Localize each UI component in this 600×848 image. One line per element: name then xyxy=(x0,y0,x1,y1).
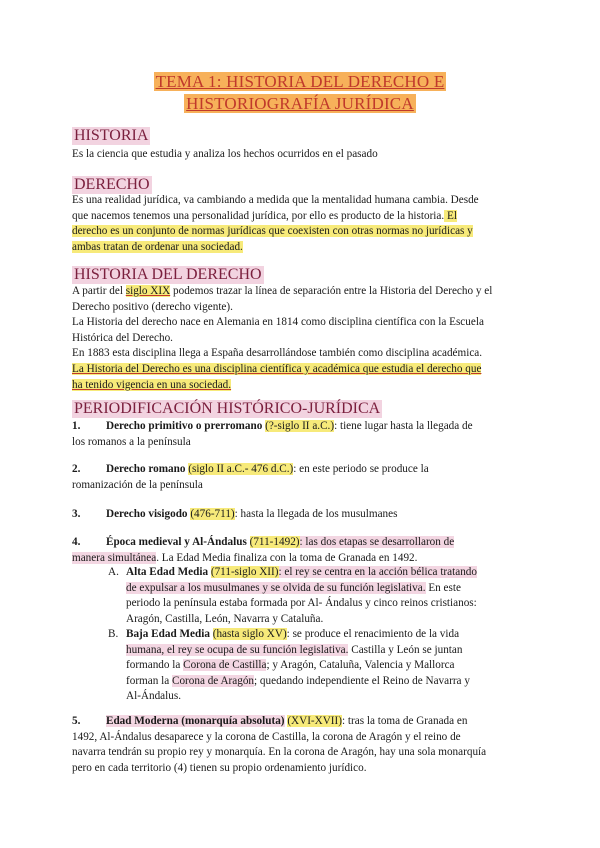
period-line: navarra tendrán su propio rey y monarquía. En la corona de Aragón, hay una sola monarquía xyxy=(72,746,487,759)
period-line: pero en cada territorio (4) tienen su propio ordenamiento jurídico. xyxy=(72,761,367,774)
subperiod-text: formando la xyxy=(126,659,184,672)
subperiod-date: (hasta siglo XV) xyxy=(212,628,287,640)
period-line: 1492, Al-Ándalus desaparece y la corona de Castilla, la corona de Aragón y el reino de xyxy=(72,730,461,743)
period-line xyxy=(72,551,528,567)
document-title-line1: TEMA 1: HISTORIA DEL DERECHO E xyxy=(155,72,445,91)
subperiod-text: Castilla y León se juntan xyxy=(348,643,463,656)
subperiod-line xyxy=(126,658,530,674)
hd-line: En 1883 esta disciplina llega a España desarrollándose también como disciplina académica. xyxy=(72,347,483,360)
period-date: (XVI-XVII) xyxy=(287,715,342,727)
historia-paragraph xyxy=(72,147,528,163)
subperiod-text: de expulsar a los musulmanes y se olvida de su función legislativa. xyxy=(126,581,426,594)
period-date: (?-siglo II a.C.) xyxy=(265,420,335,432)
subperiod-line xyxy=(126,674,530,690)
hd-line xyxy=(72,284,528,300)
derecho-highlight: derecho es un conjunto de normas jurídicas que coexisten con otras normas no jurídicas y xyxy=(72,225,473,238)
period-line xyxy=(72,507,528,523)
subperiod-text: ; quedando independiente el Reino de Navarra y xyxy=(254,674,470,687)
period-date: (476-711) xyxy=(190,508,235,520)
subperiod-text: ; y Aragón, Cataluña, Valencia y Mallorca xyxy=(266,659,455,672)
hd-highlight: ha tenido vigencia en una sociedad. xyxy=(72,378,232,391)
heading-derecho: DERECHO xyxy=(74,176,150,193)
subperiod-text: humana, el rey se ocupa de su función legislativa. xyxy=(126,643,349,656)
hd-line xyxy=(72,378,528,394)
period-line xyxy=(72,462,528,478)
hd-line: Histórica del Derecho. xyxy=(72,331,173,344)
period-line xyxy=(72,419,528,435)
period-number: 4. xyxy=(72,536,81,548)
derecho-highlight: El xyxy=(444,209,457,222)
heading-historia-del-derecho: HISTORIA DEL DERECHO xyxy=(74,266,262,283)
subperiod-text: Corona de Castilla xyxy=(183,659,267,672)
period-text: : tras la toma de Granada en xyxy=(341,715,468,727)
subperiod-name: Alta Edad Media xyxy=(126,566,209,578)
period-text: : las dos etapas se desarrollaron de xyxy=(299,536,455,548)
derecho-line xyxy=(72,224,528,240)
subperiod-text: : el rey se centra en la acción bélica tratando xyxy=(278,566,477,578)
subperiod-line: Aragón, Castilla, León, Navarra y Cataluña. xyxy=(126,612,324,625)
period-item-3 xyxy=(72,507,528,523)
derecho-line: Es una realidad jurídica, va cambiando a medida que la mentalidad humana cambia. Desde xyxy=(72,194,479,206)
hd-line: Derecho positivo (derecho vigente). xyxy=(72,300,233,313)
period-text: : en este periodo se produce la xyxy=(293,463,429,475)
subperiod-line: Al-Ándalus. xyxy=(126,690,181,703)
derecho-text-segment: que nacemos tenemos una personalidad jurídica, por ello es producto de la historia. xyxy=(72,209,445,222)
subperiod-marker: B. xyxy=(108,628,119,640)
heading-historia: HISTORIA xyxy=(74,127,149,144)
derecho-highlight: ambas tratan de ordenar una sociedad. xyxy=(72,240,243,253)
subperiod-text: : se produce el renacimiento de la vida xyxy=(286,628,460,640)
hd-text-segment: podemos trazar la línea de separación entre la Historia del Derecho y el xyxy=(170,285,493,297)
historia-text: Es la ciencia que estudia y analiza los hechos ocurridos en el pasado xyxy=(72,148,378,160)
period-item-2 xyxy=(72,462,528,493)
period-name: Derecho primitivo o prerromano xyxy=(106,420,263,432)
period-number: 1. xyxy=(72,420,81,432)
period-item-4 xyxy=(72,535,528,566)
period-line xyxy=(72,714,528,730)
period-item-1 xyxy=(72,419,528,450)
subperiod-line: periodo la península estaba formada por Al- Ándalus y cinco reinos cristianos: xyxy=(126,597,477,610)
subperiod-name: Baja Edad Media xyxy=(126,628,210,640)
period-text: manera simultánea xyxy=(72,551,157,564)
period-item-5 xyxy=(72,714,528,776)
subperiod-date: (711-siglo XII) xyxy=(210,566,279,578)
period-text: . La Edad Media finaliza con la toma de Granada en 1492. xyxy=(156,551,418,564)
hd-text-segment: A partir del xyxy=(72,285,126,297)
subperiod-a xyxy=(108,565,530,627)
period-number: 2. xyxy=(72,463,81,475)
period-text: : tiene lugar hasta la llegada de xyxy=(334,420,473,432)
period-date: (711-1492) xyxy=(249,536,300,548)
subperiod-text: forman la xyxy=(126,674,172,687)
document-title-line2: HISTORIOGRAFÍA JURÍDICA xyxy=(186,94,414,113)
heading-periodificacion: PERIODIFICACIÓN HISTÓRICO-JURÍDICA xyxy=(74,400,381,417)
period-number: 3. xyxy=(72,508,81,520)
period-date: (siglo II a.C.- 476 d.C.) xyxy=(188,463,294,475)
period-line: romanización de la península xyxy=(72,478,203,491)
subperiod-line xyxy=(126,643,530,659)
period-number: 5. xyxy=(72,715,81,727)
derecho-line xyxy=(72,209,528,225)
hd-line: La Historia del derecho nace en Alemania en 1814 como disciplina científica con la Escuela xyxy=(72,316,484,329)
derecho-line xyxy=(72,240,528,256)
period-line: los romanos a la península xyxy=(72,435,191,448)
hd-highlight: La Historia del Derecho es una disciplina científica y académica que estudia el derecho que xyxy=(72,362,482,375)
subperiod-marker: A. xyxy=(108,566,119,578)
period-name: Derecho romano xyxy=(106,463,186,475)
hd-line xyxy=(72,362,528,378)
period-name: Edad Moderna (monarquía absoluta) xyxy=(106,715,285,727)
period-text: : hasta la llegada de los musulmanes xyxy=(234,508,398,520)
subperiod-text: En este xyxy=(425,581,461,594)
derecho-paragraph xyxy=(72,193,528,255)
period-name: Época medieval y Al-Ándalus xyxy=(106,536,247,548)
subperiod-line xyxy=(126,627,530,643)
subperiod-line xyxy=(126,565,530,581)
hd-highlight: siglo XIX xyxy=(125,285,171,297)
period-name: Derecho visigodo xyxy=(106,508,188,520)
subperiod-text: Corona de Aragón xyxy=(171,674,255,687)
historia-derecho-paragraph xyxy=(72,284,528,393)
subperiod-b xyxy=(108,627,530,705)
period-line xyxy=(72,535,528,551)
subperiod-line xyxy=(126,581,530,597)
